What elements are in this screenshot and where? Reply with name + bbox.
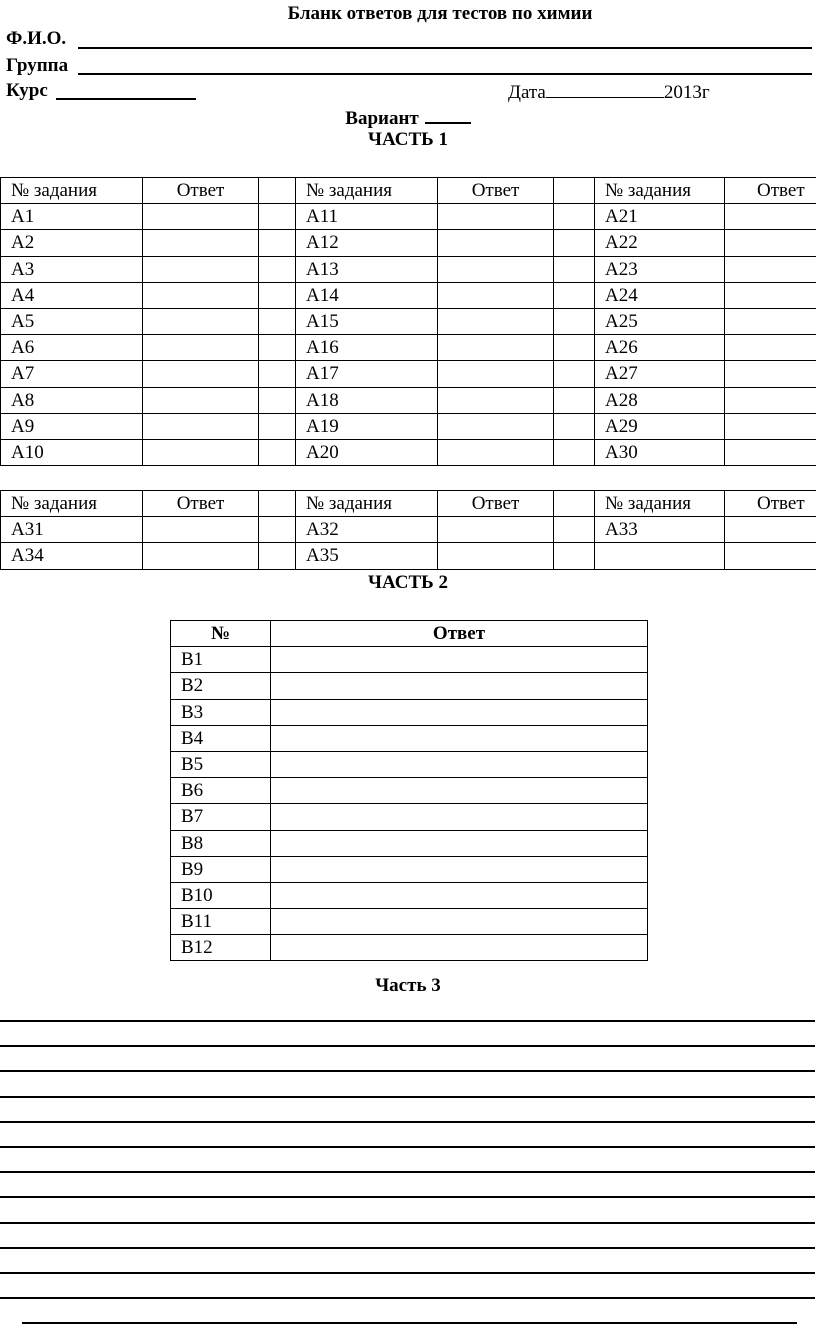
col-answer-header: Ответ [725,178,816,204]
answer-cell[interactable] [725,413,816,439]
answer-cell[interactable] [271,751,648,777]
spacer-cell [259,439,296,465]
col-answer-header: Ответ [143,178,259,204]
part2-title: ЧАСТЬ 2 [368,572,448,593]
date-label: Дата [508,82,546,103]
task-number-cell: А5 [1,308,143,334]
answer-cell[interactable] [438,413,554,439]
table-row [1,543,816,569]
variant-field-line[interactable] [425,104,471,124]
answer-cell[interactable] [143,543,259,569]
date-year: 2013г [663,82,710,103]
answer-cell[interactable] [438,256,554,282]
table-row [171,673,648,699]
table-row [1,439,816,465]
group-label: Группа [6,55,69,76]
table-row [171,778,648,804]
answer-line[interactable] [0,1121,815,1123]
spacer-cell [554,387,595,413]
answer-cell[interactable] [143,361,259,387]
table-header-row [1,491,816,517]
task-number-cell: А11 [296,204,438,230]
col-answer-header: Ответ [143,491,259,517]
col-num-header: № [171,621,271,647]
spacer-cell [554,361,595,387]
spacer-cell [259,256,296,282]
answer-cell[interactable] [271,673,648,699]
answer-cell[interactable] [725,543,816,569]
spacer-cell [554,517,595,543]
table-row [1,256,816,282]
answer-cell[interactable] [143,256,259,282]
spacer-cell [259,204,296,230]
task-number-cell: В12 [171,935,271,961]
task-number-cell: А6 [1,335,143,361]
task-number-cell: А25 [595,308,725,334]
answer-cell[interactable] [725,517,816,543]
col-task-header: № задания [595,178,725,204]
spacer-cell [259,361,296,387]
answer-cell[interactable] [143,387,259,413]
task-number-cell: А33 [595,517,725,543]
task-number-cell: В6 [171,778,271,804]
answer-cell[interactable] [438,230,554,256]
date-block [508,79,710,104]
task-number-cell: А1 [1,204,143,230]
answer-cell[interactable] [438,335,554,361]
table-row [1,517,816,543]
answer-cell[interactable] [143,517,259,543]
spacer-cell [259,413,296,439]
task-number-cell: А12 [296,230,438,256]
task-number-cell: А34 [1,543,143,569]
answer-cell[interactable] [725,439,816,465]
table-row [171,725,648,751]
spacer-cell [554,543,595,569]
task-number-cell: А21 [595,204,725,230]
answer-line[interactable] [0,1096,815,1098]
answer-cell[interactable] [725,308,816,334]
answer-cell[interactable] [725,387,816,413]
col-answer-header: Ответ [271,621,648,647]
date-field-line[interactable] [546,79,664,98]
answer-cell[interactable] [271,725,648,751]
spacer-cell [554,282,595,308]
task-number-cell: А29 [595,413,725,439]
table-header-row [1,178,816,204]
table-row [1,413,816,439]
task-number-cell: В8 [171,830,271,856]
spacer-cell [259,517,296,543]
col-answer-header: Ответ [725,491,816,517]
spacer-cell [554,230,595,256]
variant-block [0,104,816,130]
form-title: Бланк ответов для тестов по химии [287,3,593,24]
spacer-cell [554,204,595,230]
col-task-header: № задания [296,491,438,517]
task-number-cell: А4 [1,282,143,308]
part1-answer-table [0,177,816,466]
spacer-cell [554,491,595,517]
spacer-cell [259,230,296,256]
task-number-cell: А14 [296,282,438,308]
table-row [171,856,648,882]
table-row [1,282,816,308]
task-number-cell: А24 [595,282,725,308]
answer-cell[interactable] [725,282,816,308]
task-number-cell: А28 [595,387,725,413]
spacer-cell [259,335,296,361]
task-number-cell [595,543,725,569]
answer-cell[interactable] [438,517,554,543]
task-number-cell: А10 [1,439,143,465]
answer-cell[interactable] [271,647,648,673]
answer-cell[interactable] [143,204,259,230]
answer-cell[interactable] [271,804,648,830]
answer-cell[interactable] [438,439,554,465]
answer-line[interactable] [0,1297,815,1299]
task-number-cell: А30 [595,439,725,465]
fio-label: Ф.И.О. [6,28,67,49]
task-number-cell: В2 [171,673,271,699]
col-task-header: № задания [595,491,725,517]
task-number-cell: А3 [1,256,143,282]
answer-cell[interactable] [271,882,648,908]
answer-cell[interactable] [438,361,554,387]
answer-cell[interactable] [438,204,554,230]
answer-cell[interactable] [271,830,648,856]
table-row [171,699,648,725]
col-answer-header: Ответ [438,178,554,204]
answer-cell[interactable] [438,543,554,569]
course-label: Курс [6,80,48,101]
task-number-cell: А19 [296,413,438,439]
answer-line[interactable] [0,1247,815,1249]
task-number-cell: А23 [595,256,725,282]
answer-cell[interactable] [725,335,816,361]
answer-cell[interactable] [725,230,816,256]
variant-label: Вариант [345,108,419,129]
task-number-cell: А13 [296,256,438,282]
spacer-cell [259,308,296,334]
spacer-cell [259,387,296,413]
task-number-cell: В9 [171,856,271,882]
task-number-cell: А2 [1,230,143,256]
table-row [171,751,648,777]
table-row [1,335,816,361]
task-number-cell: А35 [296,543,438,569]
answer-line[interactable] [0,1146,815,1148]
answer-cell[interactable] [143,282,259,308]
task-number-cell: А15 [296,308,438,334]
task-number-cell: В7 [171,804,271,830]
task-number-cell: А27 [595,361,725,387]
answer-line[interactable] [0,1070,815,1072]
answer-cell[interactable] [143,413,259,439]
answer-cell[interactable] [725,256,816,282]
table-header-row [171,621,648,647]
spacer-cell [554,256,595,282]
answer-cell[interactable] [271,856,648,882]
answer-cell[interactable] [143,230,259,256]
task-number-cell: А17 [296,361,438,387]
part1-extra-table [0,490,816,570]
task-number-cell: В5 [171,751,271,777]
table-row [1,230,816,256]
task-number-cell: А8 [1,387,143,413]
table-row [171,882,648,908]
course-field-line[interactable] [56,98,196,100]
task-number-cell: В1 [171,647,271,673]
answer-cell[interactable] [143,439,259,465]
col-task-header: № задания [296,178,438,204]
fio-field-line[interactable] [78,47,812,49]
answer-cell[interactable] [271,778,648,804]
spacer-cell [554,439,595,465]
task-number-cell: А26 [595,335,725,361]
spacer-cell [259,178,296,204]
table-row [1,387,816,413]
table-row [1,361,816,387]
part2-answer-table [170,620,648,961]
answer-cell[interactable] [271,699,648,725]
task-number-cell: В3 [171,699,271,725]
answer-cell[interactable] [271,909,648,935]
answer-line[interactable] [0,1196,815,1198]
answer-cell[interactable] [438,308,554,334]
task-number-cell: В4 [171,725,271,751]
answer-cell[interactable] [143,308,259,334]
task-number-cell: А18 [296,387,438,413]
task-number-cell: А7 [1,361,143,387]
spacer-cell [259,543,296,569]
table-row [1,204,816,230]
col-task-header: № задания [1,178,143,204]
spacer-cell [554,413,595,439]
task-number-cell: А20 [296,439,438,465]
table-row [1,308,816,334]
answer-line[interactable] [0,1222,815,1224]
spacer-cell [554,308,595,334]
table-row [171,830,648,856]
col-answer-header: Ответ [438,491,554,517]
group-field-line[interactable] [78,73,812,75]
spacer-cell [554,178,595,204]
part3-title: Часть 3 [375,975,441,996]
spacer-cell [259,491,296,517]
table-row [171,935,648,961]
answer-cell[interactable] [143,335,259,361]
task-number-cell: А22 [595,230,725,256]
answer-cell[interactable] [725,361,816,387]
answer-cell[interactable] [438,282,554,308]
spacer-cell [259,282,296,308]
col-task-header: № задания [1,491,143,517]
answer-line[interactable] [0,1272,815,1274]
table-row [171,909,648,935]
answer-line[interactable] [0,1020,815,1022]
task-number-cell: В10 [171,882,271,908]
task-number-cell: А32 [296,517,438,543]
answer-line[interactable] [0,1045,815,1047]
answer-cell[interactable] [725,204,816,230]
answer-cell[interactable] [271,935,648,961]
task-number-cell: В11 [171,909,271,935]
answer-cell[interactable] [438,387,554,413]
table-row [171,804,648,830]
task-number-cell: А9 [1,413,143,439]
task-number-cell: А31 [1,517,143,543]
table-row [171,647,648,673]
part1-title: ЧАСТЬ 1 [368,129,448,150]
answer-line[interactable] [22,1322,797,1324]
spacer-cell [554,335,595,361]
answer-line[interactable] [0,1171,815,1173]
task-number-cell: А16 [296,335,438,361]
